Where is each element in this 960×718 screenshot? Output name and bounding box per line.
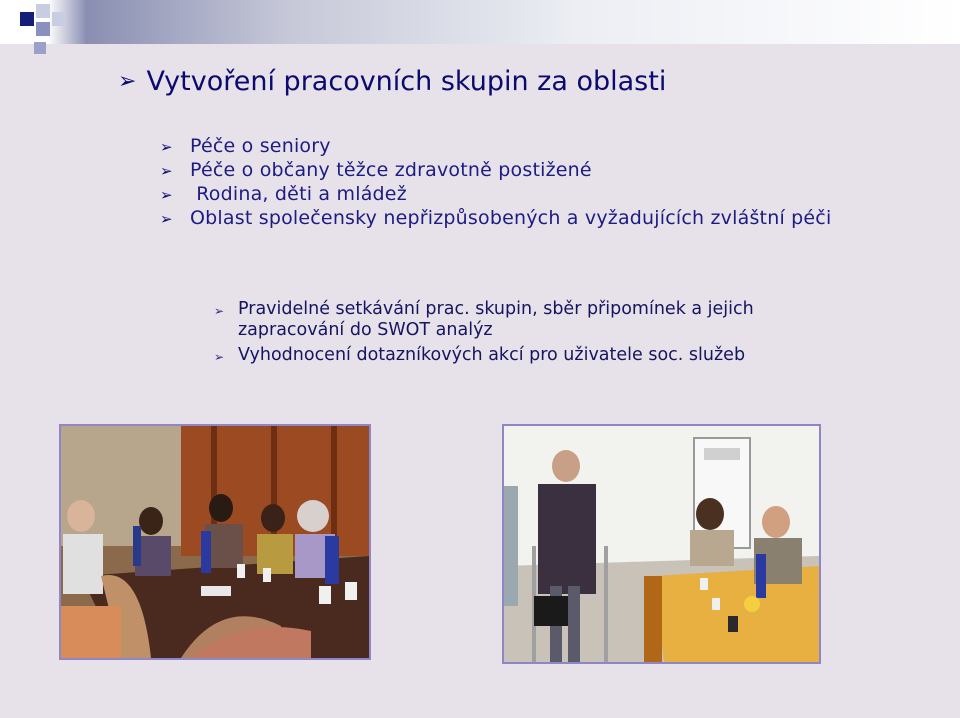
slide-title bbox=[118, 66, 666, 97]
arrow-bullet-icon: ➢ bbox=[160, 162, 173, 180]
list-item: ➢ Pravidelné setkávání prac. skupin, sběr připomínek a jejich zapracování do SWOT analýz bbox=[214, 299, 754, 340]
list-item: ➢ Péče o seniory bbox=[160, 135, 331, 157]
sub-bullet-list bbox=[214, 299, 854, 368]
arrow-bullet-icon: ➢ bbox=[160, 186, 173, 204]
slide-title-text: Vytvoření pracovních skupin za oblasti bbox=[146, 66, 667, 97]
arrow-bullet-icon: ➢ bbox=[160, 210, 173, 228]
meeting-photo-right bbox=[502, 424, 821, 664]
arrow-bullet-icon: ➢ bbox=[214, 304, 225, 318]
list-item: ➢ Oblast společensky nepřizpůsobených a vyžadujících zvláštní péči bbox=[160, 207, 832, 229]
arrow-bullet-icon: ➢ bbox=[214, 350, 225, 364]
list-item: ➢ Péče o občany těžce zdravotně postižené bbox=[160, 159, 592, 181]
header-gradient-bar bbox=[0, 0, 960, 44]
list-item: ➢ Rodina, děti a mládež bbox=[160, 183, 407, 205]
arrow-bullet-icon: ➢ bbox=[118, 69, 137, 94]
list-item: ➢ Vyhodnocení dotazníkových akcí pro uživatele soc. služeb bbox=[214, 345, 854, 368]
meeting-photo-left bbox=[59, 424, 371, 660]
bullet-list bbox=[160, 134, 920, 254]
arrow-bullet-icon: ➢ bbox=[160, 138, 173, 156]
